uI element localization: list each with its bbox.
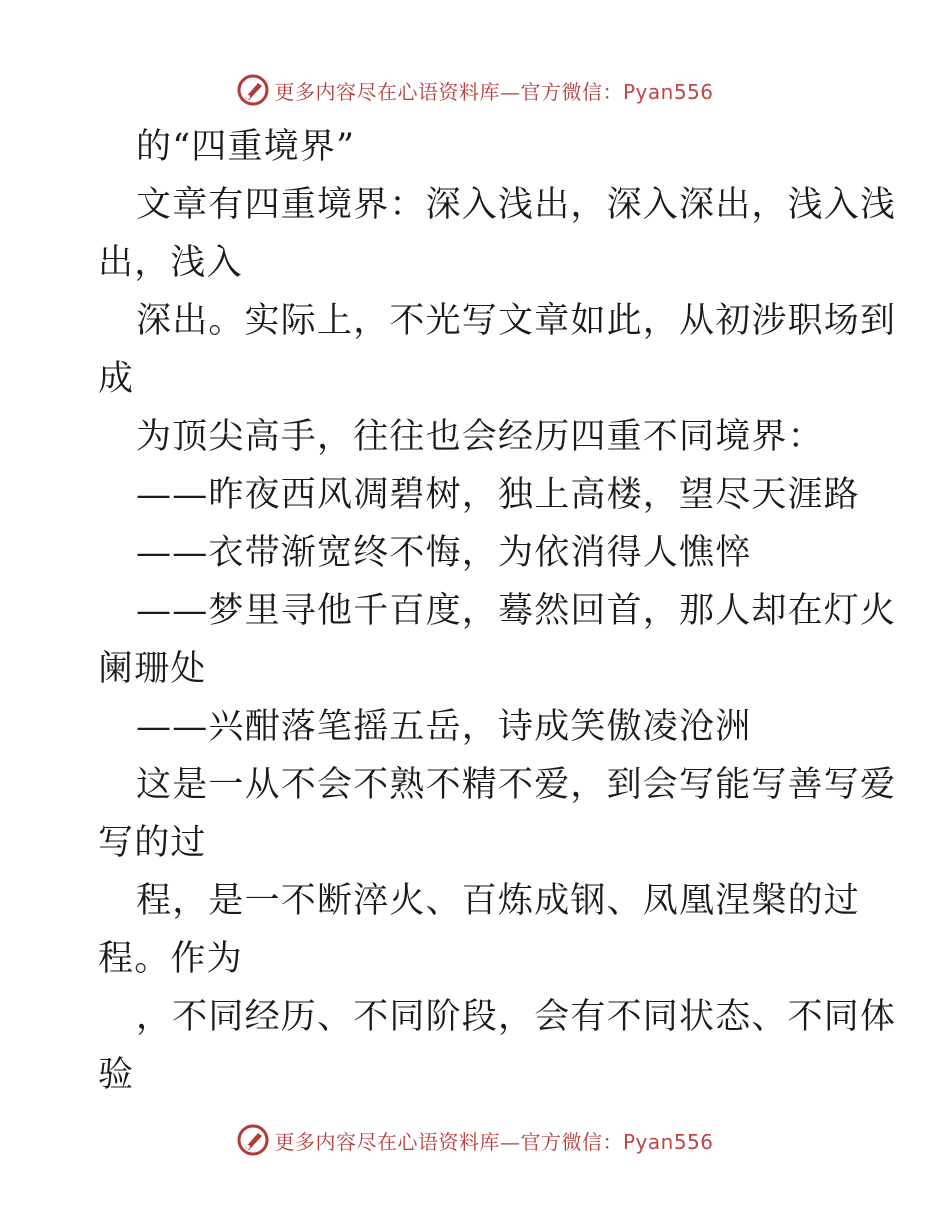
header-banner bbox=[0, 70, 950, 110]
text-line: 的“四重境界” bbox=[136, 127, 356, 167]
text-line: ——梦里寻他千百度，蓦然回首，那人却在灯火 bbox=[136, 591, 897, 631]
text-line: ——昨夜西风凋碧树，独上高楼，望尽天涯路 bbox=[136, 475, 861, 515]
pen-circle-icon bbox=[236, 73, 270, 107]
wechat-id: Pyan556 bbox=[622, 79, 714, 104]
text-line: 阑珊处 bbox=[98, 649, 207, 689]
pen-circle-icon bbox=[236, 1123, 270, 1157]
text-line: 程。作为 bbox=[98, 939, 243, 979]
text-line: 成 bbox=[98, 359, 135, 399]
footer-banner bbox=[0, 1120, 950, 1160]
text-line: 出，浅入 bbox=[98, 243, 243, 283]
text-line: ，不同经历、不同阶段，会有不同状态、不同体 bbox=[136, 997, 897, 1037]
banner-text: 更多内容尽在心语资料库—官方微信：Pyan556 bbox=[274, 79, 714, 104]
text-line: 写的过 bbox=[98, 823, 207, 863]
text-line: ——兴酣落笔摇五岳，诗成笑傲凌沧洲 bbox=[136, 707, 752, 747]
text-line: 为顶尖高手，往往也会经历四重不同境界： bbox=[136, 417, 824, 457]
text-line: 验 bbox=[98, 1055, 135, 1095]
text-line: 这是一从不会不熟不精不爱，到会写能写善写爱 bbox=[136, 765, 897, 805]
document-body bbox=[98, 118, 897, 1104]
text-line: 程，是一不断淬火、百炼成钢、凤凰涅槃的过 bbox=[136, 881, 861, 921]
text-line: ——衣带渐宽终不悔，为依消得人憔悴 bbox=[136, 533, 752, 573]
text-line: 深出。实际上，不光写文章如此，从初涉职场到 bbox=[136, 301, 897, 341]
wechat-id: Pyan556 bbox=[622, 1129, 714, 1154]
banner-text: 更多内容尽在心语资料库—官方微信：Pyan556 bbox=[274, 1129, 714, 1154]
text-line: 文章有四重境界：深入浅出，深入深出，浅入浅 bbox=[136, 185, 897, 225]
